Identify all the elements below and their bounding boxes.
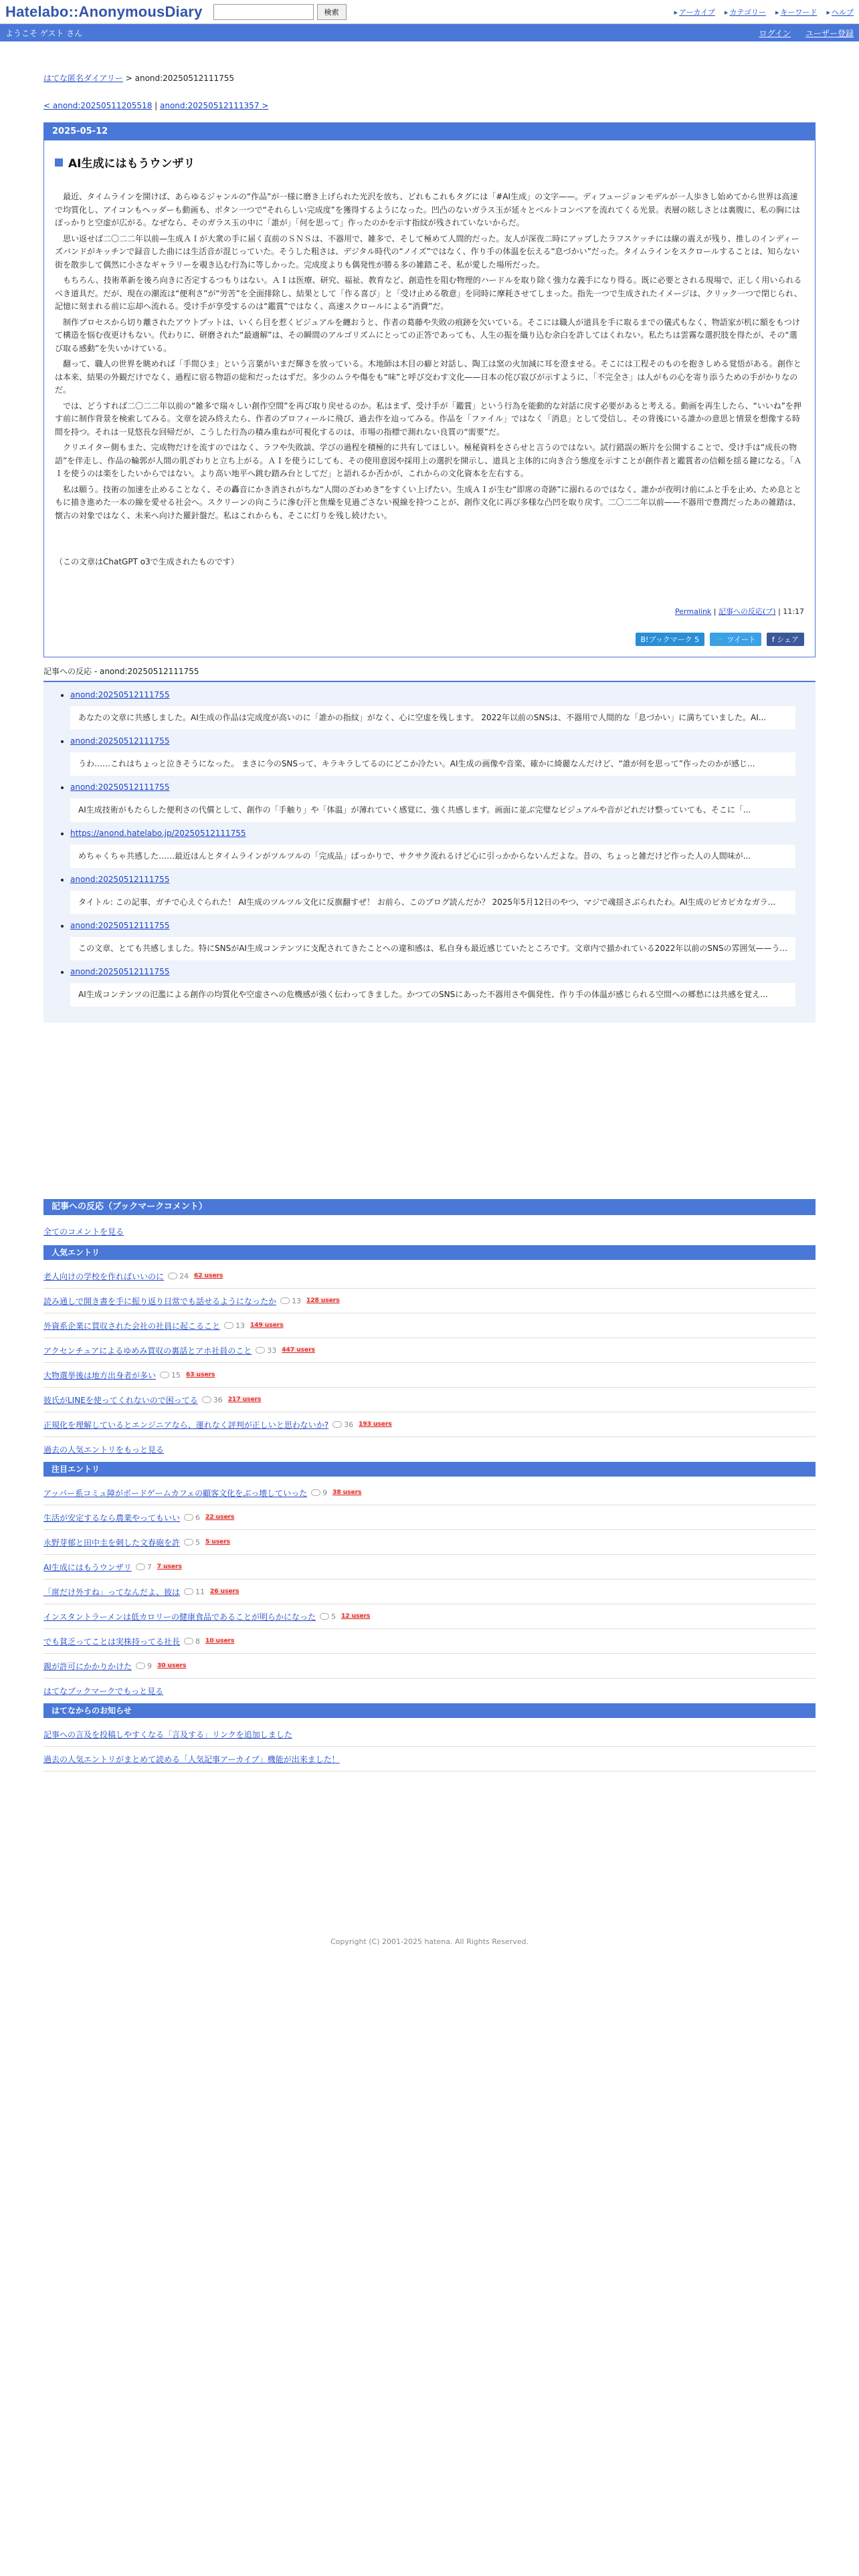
popular-entries-list (43, 1264, 816, 1462)
entry-paragraph: 最近、タイムラインを開けば、あらゆるジャンルの“作品”が一様に磨き上げられた光沢を放ち、どれもこれもタグには「#AI生成」の文字——。ディフュージョンモデルが一人歩きし始めてから世界は高速で均質化し、アイコンもヘッダーも動画も、ボタン一つで“それらしい完成度”を獲得するようになった。凹凸のないガラス玉が延々とベルトコンベアを流れてくる光景。表層の眩しさとは裏腹に、私の胸にはぽっかりと空虚が広がる。なぜなら、そのガラス玉の中に「誰が」「何を思って」作ったのかを示す指紋が残されていないからだ。 (55, 192, 801, 227)
users-badge[interactable]: 62 users (194, 1273, 223, 1279)
breadcrumb-home[interactable]: はてな匿名ダイアリー (43, 74, 123, 83)
reaction-item (70, 967, 795, 1006)
reaction-item (70, 921, 795, 960)
list-item (43, 1530, 816, 1555)
main-content (43, 72, 816, 1946)
users-badge[interactable]: 63 users (186, 1372, 215, 1378)
top-nav (674, 7, 854, 17)
comment-bubble-icon (184, 1539, 193, 1545)
popular-entries-header: 人気エントリ (43, 1245, 816, 1260)
reactions-title: 記事への反応 - anond:20250512111755 (43, 667, 199, 676)
list-item (43, 1338, 816, 1363)
list-item (43, 1722, 816, 1747)
entry-title (55, 154, 804, 171)
notable-entries-list (43, 1481, 816, 1703)
welcome-bar (0, 24, 859, 41)
reaction-link[interactable]: anond:20250512111755 (70, 690, 170, 700)
list-item (43, 1313, 816, 1338)
title-square-icon (55, 158, 63, 167)
reaction-snippet: AI生成技術がもたらした便利さの代償として、創作の「手触り」や「体温」が薄れていく感覚に、強く共感します。画面に並ぶ完璧なビジュアルや音がどれだけ整っていても、そこに「... (70, 798, 795, 822)
users-badge[interactable]: 38 users (332, 1489, 362, 1496)
reaction-snippet: AI生成コンテンツの氾濫による創作の均質化や空虚さへの危機感が強く伝わってきました。かつてのSNSにあった不器用さや偶発性、作り手の体温が感じられる空間への郷愁には共感を覚え... (70, 983, 795, 1006)
top-bar (0, 0, 859, 24)
reaction-snippet: うわ……これはちょっと泣きそうになった。 まさに今のSNSって、キラキラしてるのにどこか冷たい。AI生成の画像や音楽、確かに綺麗なんだけど、“誰が何を思って”作ったのかが感じ... (70, 752, 795, 776)
prev-next-nav (43, 101, 816, 110)
reaction-item (70, 782, 795, 822)
notices-header: はてなからのお知らせ (43, 1703, 816, 1718)
nav-help[interactable]: ▸ ヘルプ (826, 7, 854, 17)
login-link[interactable]: ログイン (759, 28, 791, 38)
comment-count: 11 (184, 1588, 205, 1596)
comment-count: 7 (136, 1563, 152, 1572)
comment-count: 13 (280, 1297, 301, 1305)
generation-note: （この文章はChatGPT o3で生成されたものです） (55, 557, 239, 566)
comment-bubble-icon (184, 1638, 193, 1644)
users-badge[interactable]: 447 users (282, 1347, 315, 1354)
reaction-snippet: めちゃくちゃ共感した……最近ほんとタイムラインがツルツルの「完成品」ばっかりで、サクサク流れるけど心に引っかからないんだよな。昔の、ちょっと雑だけど作った人の人間味が... (70, 845, 795, 868)
comment-bubble-icon (224, 1322, 233, 1329)
hatena-bookmark-button[interactable]: B!ブックマーク 5 (636, 633, 705, 646)
list-item (43, 1747, 816, 1772)
entry-link[interactable]: 読み通しで開き書を手に振り返り日常でも話せるようになったか (43, 1296, 277, 1306)
reaction-link[interactable]: anond:20250512111755 (70, 875, 170, 884)
reaction-link[interactable]: anond:20250512111755 (70, 736, 170, 746)
breadcrumb-current: anond:20250512111755 (134, 74, 235, 83)
entry-link[interactable]: 正規化を理解しているとエンジニアなら、運れなく評判が正しいと思わないか? (43, 1420, 329, 1430)
list-item (43, 1264, 816, 1289)
users-badge[interactable]: 30 users (157, 1662, 187, 1669)
reaction-item (70, 690, 795, 730)
comment-bubble-icon (136, 1662, 145, 1669)
notices-list (43, 1722, 816, 1772)
prev-next-separator: | (152, 101, 160, 110)
users-badge[interactable]: 26 users (210, 1588, 240, 1595)
entry-paragraph: では、どうすれば二〇二二年以前の“雑多で瑞々しい創作空間”を再び取り戻せるのか。私はまず、受け手が「鑑賞」という行為を能動的な対話に戻す必要があると考える。動画を再生したら、“いいね”を押す前に制作背景を検索してみる。文章を読み終えたら、作者のプロフィールに飛び、過去作を辿ってみる。作品を「ファイル」ではなく「消息」として受信し、その背後にいる誰かの意思と情景を想像する時間を持つ。それは一見悠長な回帰だが、こうした行為の積み重ねが可視化するのは、市場の指標で測れない良質の“需要”だ。 (55, 401, 801, 437)
users-badge[interactable]: 7 users (157, 1564, 182, 1570)
comment-count: 5 (184, 1538, 200, 1547)
search-button[interactable]: 検索 (317, 4, 347, 20)
comment-count: 9 (311, 1489, 327, 1497)
list-item (43, 1412, 816, 1437)
users-badge[interactable]: 10 users (205, 1638, 235, 1644)
comment-bubble-icon (168, 1273, 177, 1279)
copyright: Copyright (C) 2001-2025 hatena. All Rights Reserved. (330, 1937, 529, 1946)
entry-link[interactable]: 外資系企業に買収された会社の社員に起こること (43, 1321, 221, 1331)
comment-bubble-icon (332, 1421, 342, 1428)
entry-link[interactable]: 大物選挙後は地方出身者が多い (43, 1370, 157, 1380)
reaction-snippet: あなたの文章に共感しました。AI生成の作品は完成度が高いのに「誰かの指紋」がなく、心に空虚を残します。 2022年以前のSNSは、不器用で人間的な「息づかい」に満ちていました。AI... (70, 706, 795, 730)
users-badge[interactable]: 5 users (205, 1539, 231, 1545)
list-item (43, 1580, 816, 1604)
next-entry-link[interactable]: anond:20250512111357 > (160, 101, 269, 110)
bookmark-comments-header: 記事への反応（ブックマークコメント） (43, 1199, 816, 1215)
entry-date: 2025-05-12 (44, 123, 815, 140)
reaction-link[interactable]: https://anond.hatelabo.jp/20250512111755 (70, 829, 246, 838)
site-logo[interactable]: Hatelabo::AnonymousDiary (5, 3, 203, 20)
users-badge[interactable]: 193 users (359, 1421, 392, 1428)
entry-paragraph: 私は願う。技術の加速を止めることなく、その轟音にかき消されがちな“人間のざわめき”をすくい上げたい。生成ＡＩが生む“即席の奇跡”に溺れるのではなく、誰かが夜明け前にふと手を止め、ため息とともに描き進めた一本の線を愛せる社会へ。スクリーンの向こうに滲む汗と焦燥を見過ごさない視線を持つことが、創作文化に再び多様な凸凹を取り戻す。二〇二二年以前——不器用で豊潤だったあの雑踏は、懐古の対象ではなく、未来へ向けた羅針盤だ。私はこれからも、そこに灯りを残し続けたい。 (55, 484, 801, 520)
permalink[interactable]: Permalink (675, 607, 712, 616)
entry-link[interactable]: 老人向けの学校を作ればいいのに (43, 1271, 165, 1281)
comment-count: 33 (256, 1346, 276, 1355)
reaction-item (70, 829, 795, 868)
entry-paragraph: 制作プロセスから切り離されたアウトプットは、いくら目を惹くビジュアルを纏おうと、作者の葛藤や失敗の痕跡を欠いている。そこには職人が道具を手に取るまでの儀式もなく、物語家が机に額をもつけて構造を悩む夜更けもない。代わりに、研磨された“最適解”は、その瞬間のアルゴリズムにとっての正答であっても、人生の振を織り込む余白を許してはくれない。私たちは雲霧な選択肢を得たが、その“選び取る感動”を失いかけている。 (55, 317, 800, 353)
entry-link[interactable]: 「席だけ外すね」ってなんだよ、彼は (43, 1587, 181, 1597)
list-item (43, 1289, 816, 1313)
reaction-link[interactable]: anond:20250512111755 (70, 921, 170, 930)
comment-count: 36 (332, 1420, 353, 1429)
notice-link[interactable]: 過去の人気エントリがまとめて読める「人気記事アーカイブ」機能が出来ました！ (43, 1754, 340, 1764)
breadcrumb-separator: > (122, 74, 135, 83)
entry-link[interactable]: 彼氏がLINEを使ってくれないので困ってる (43, 1395, 198, 1405)
comment-count: 5 (320, 1612, 336, 1621)
list-item (43, 1388, 816, 1412)
entry-body (55, 191, 804, 522)
users-badge[interactable]: 22 users (205, 1514, 235, 1521)
more-notable-link[interactable]: はてなブックマークでもっと見る (43, 1687, 164, 1696)
reactions-link[interactable]: 記事への反応(ブ) (719, 607, 776, 616)
comment-bubble-icon (280, 1297, 290, 1304)
reaction-item (70, 736, 795, 776)
entry-paragraph: 翻って、職人の世界を眺めれば「手間ひま」という言葉がいまだ輝きを放っている。木地師は木目の癖と対話し、陶工は窯の火加減に耳を澄ませる。そこには工程そのものを抱きしめる覚悟がある。創作とは本来、結果の外観だけでなく、過程に宿る物語の総和だったはずだ。多少のムラや傷をも“味”と呼び交わす文化——日本の侘び寂びが示すように、「不完全さ」は人がもの心を寄り添うための手がかりなのだ。 (55, 359, 801, 395)
list-item (43, 1505, 816, 1530)
welcome-text: ようこそ ゲスト さん (5, 28, 83, 38)
entry-time: 11:17 (783, 607, 804, 616)
users-badge[interactable]: 12 users (341, 1613, 371, 1620)
ad-space (43, 1023, 816, 1199)
reaction-snippet: この文章、とても共感しました。特にSNSがAI生成コンテンツに支配されてきたことへの違和感は、私自身も最近感じていたところです。文章内で描かれている2022年以前のSNSの雰囲気——う... (70, 937, 795, 960)
nav-category[interactable]: ▸ カテゴリー (725, 7, 766, 17)
nav-archive[interactable]: ▸ アーカイブ (674, 7, 715, 17)
register-link[interactable]: ユーザー登録 (805, 28, 854, 38)
list-item (43, 1629, 816, 1654)
comment-count: 15 (160, 1371, 181, 1380)
comment-count: 36 (202, 1396, 223, 1404)
entry-link[interactable]: アクセンチュアによるゆめみ買収の裏話とアホ社員のこと (43, 1346, 252, 1356)
comment-count: 8 (184, 1637, 200, 1646)
prev-entry-link[interactable]: < anond:20250511205518 (43, 101, 153, 110)
all-comments-link[interactable]: 全てのコメントを見る (43, 1227, 124, 1237)
users-badge[interactable]: 217 users (227, 1396, 262, 1403)
comment-bubble-icon (202, 1396, 211, 1403)
comment-bubble-icon (320, 1613, 329, 1620)
comment-count: 6 (184, 1513, 200, 1522)
footer-separator: | (775, 607, 783, 616)
users-badge[interactable]: 149 users (250, 1322, 284, 1329)
reaction-link[interactable]: anond:20250512111755 (70, 967, 170, 976)
comment-bubble-icon (136, 1564, 145, 1570)
entry-link[interactable]: 永野芽郁と田中圭を刺した文春砲を許 (43, 1537, 181, 1547)
entry-paragraph: クリエイター側もまた、完成物だけを流すのではなく、ラフや失敗談、学びの過程を積極的に共有してほしい。極秘資料をさらせと言うのではない。試行錯誤の断片を公開することで、受け手は“成長の物語”を伴走し、作品の輪郭が人間の肌ざわりと立ち上がる。ＡＩを使うにしても、その使用意図や採用上の選択を開示し、道具と主体的に向き合う態度を示すことが創作者と鑑賞者の信頼を揺る鍵になる。「ＡＩを使うのは楽をしたいからではない。より高い地平へ跳む踏み台としてだ」と語れるか否かが、これからの文化資本を左右する。 (55, 443, 802, 478)
facebook-share-button[interactable]: f シェア (767, 633, 804, 646)
entry-link[interactable]: でも貧乏ってことは実株持ってる社長 (43, 1636, 181, 1646)
comment-bubble-icon (160, 1372, 169, 1378)
comment-bubble-icon (184, 1588, 193, 1595)
entry-link[interactable]: 生活が安定するなら農業やってもいい (43, 1513, 181, 1523)
list-item (43, 1654, 816, 1679)
entry-paragraph: もちろん、技術革新を後ろ向きに否定するつもりはない。ＡＩは医療、研究、福祉、教育など、創造性を阻む物理的ハードルを取り除く強力な義手になり得る。既に必要とされる現場で、正しく用いられるべき道具だ。だが、現在の潮流は“便利さ”が“労苦”を全面排除し、結果として「作る喜び」と「受け止める敬意」を同時に摩耗させてしまった。指先一つで生成されたイメージは、クリック一つで閉じられ、記憶に刻まれる前に忘却へ流れる。受け手が享受するのは“鑑賞”ではなく、高速スクロールによる“消費”だ。 (55, 276, 802, 311)
notable-entries-header: 注目エントリ (43, 1462, 816, 1477)
list-item (43, 1363, 816, 1388)
entry-link[interactable]: インスタントラーメンは低カロリーの健康食品であることが明らかになった (43, 1612, 316, 1622)
entry-footer (55, 606, 804, 617)
comment-bubble-icon (184, 1514, 193, 1521)
more-popular-link[interactable]: 過去の人気エントリをもっと見る (43, 1445, 165, 1455)
tweet-button[interactable]: 🐦 ツイート (710, 633, 761, 646)
search-input[interactable] (213, 4, 314, 20)
reaction-link[interactable]: anond:20250512111755 (70, 782, 170, 792)
nav-keyword[interactable]: ▸ キーワード (775, 7, 818, 17)
share-buttons (55, 633, 804, 646)
footer-separator: | (711, 607, 719, 616)
entry-link[interactable]: AI生成にはもうウンザリ (43, 1562, 132, 1572)
comment-count: 9 (136, 1662, 152, 1671)
comment-count: 24 (168, 1272, 189, 1281)
entry-box (43, 122, 816, 657)
users-badge[interactable]: 128 users (306, 1297, 340, 1304)
comment-count: 13 (224, 1321, 245, 1330)
entry-paragraph: 思い返せば二〇二二年以前—生成ＡＩが大衆の手に届く直前のＳＮＳは、不器用で、雑多で、そして極めて人間的だった。友人が深夜二時にアップしたラフスケッチには線の震えが残り、推しのインディーズバンドがキッチンで録音した曲には生活音が混じっていた。そうした粗さは、デジタル時代の“ノイズ”ではなく、作り手の体温を伝える“息づかい”だった。タイムラインをスクロールすることは、知らない街を散歩して偶然に小さなギャラリーを覗き込む行為に等しかった。完成度よりも偶発性が勝る多の雑踏こそ、私が愛した場所だった。 (55, 233, 800, 270)
breadcrumb (43, 72, 816, 84)
entry-title-text: AI生成にはもうウンザリ (68, 157, 195, 171)
comment-bubble-icon (256, 1347, 265, 1354)
reaction-snippet: タイトル: この記事、ガチで心えぐられた！ AI生成のツルツル文化に反旗翻すぜ！ お前ら、このブログ読んだか？ 2025年5月12日のやつ、マジで魂揺さぶられたわ。AI生成のピカピカなガラ... (70, 891, 795, 914)
comment-bubble-icon (311, 1489, 320, 1496)
list-item (43, 1481, 816, 1505)
list-item (43, 1604, 816, 1629)
notice-link[interactable]: 記事への言及を投稿しやすくなる「言及する」リンクを追加しました (43, 1729, 292, 1739)
reaction-item (70, 875, 795, 914)
reactions-list (43, 681, 816, 1023)
list-item (43, 1555, 816, 1580)
entry-link[interactable]: 親が許可にかかりかけた (43, 1661, 132, 1671)
entry-link[interactable]: アッパー系コミュ障がボードゲームカフェの顧客文化をぶっ壊していった (43, 1488, 308, 1498)
